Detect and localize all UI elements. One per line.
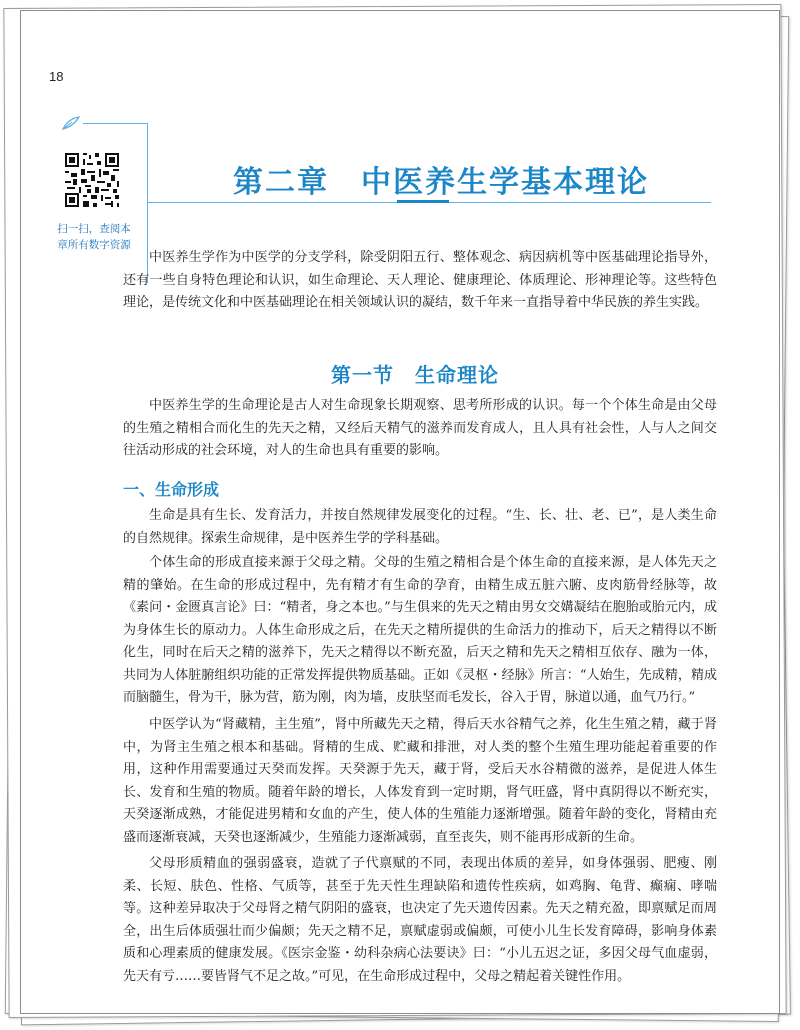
section-intro: 中医养生学的生命理论是古人对生命现象长期观察、思考所形成的认识。每一个个体生命是由父母的生殖之精相合而化生的先天之精，又经后天精气的滋养而发育成人，且人具有社会性，人与人之间交往活动形成的社会环境，对人的生命也具有重要的影响。: [123, 398, 717, 458]
qr-caption: 扫一扫，查阅本章所有数字资源: [57, 223, 131, 251]
body-paragraph: 父母形质精血的强弱盛衰，造就了子代禀赋的不同，表现出体质的差异，如身体强弱、肥瘦、刚柔、长短、肤色、性格、气质等，甚至于先天性生理缺陷和遗传性疾病，如鸡胸、龟背、癫痫、哮喘等。这种差异取决于父母肾之精气阴阳的盛衰，也决定了先天遗传因素。先天之精充盈，即禀赋足而周全，出生后体质强壮而少偏颇；先天之精不足，禀赋虚弱或偏颇，可使小儿生长发育障碍，影响身体素质和心理素质的健康发展。《医宗金鉴・幼科杂病心法要诀》曰：“小儿五迟之证，多因父母气血虚弱，先天有亏……要皆肾气不足之故。”可见，在生命形成过程中，父母之精起着关键性作用。: [123, 856, 717, 984]
body-paragraph: 中医学认为“肾藏精，主生殖”，肾中所藏先天之精，得后天水谷精气之养，化生生殖之精，藏于肾中，为肾主生殖之根本和基础。肾精的生成、贮藏和排泄，对人类的整个生殖生理功能起着重要的作用，这种作用需要通过天癸而发挥。天癸源于先天，藏于肾，受后天水谷精微的滋养，是促进人体生长、发育和生殖的物质。随着年龄的增长，人体发育到一定时期，肾气旺盛，肾中真阴得以不断充实，天癸逐渐成熟，才能促进男精和女血的产生，使人体的生殖能力逐渐增强。随着年龄的变化，肾精由充盛而逐渐衰减，天癸也逐渐减少，生殖能力逐渐减弱，直至丧失，则不能再形成新的生命。: [123, 717, 717, 845]
book-page: [20, 10, 780, 1014]
leaf-icon: [61, 115, 81, 131]
chapter-intro: 中医养生学作为中医学的分支学科，除受阴阳五行、整体观念、病因病机等中医基础理论指导外，还有一些自身特色理论和认识，如生命理论、天人理论、健康理论、体质理论、形神理论等。这些特色理论，是传统文化和中医基础理论在相关领域认识的凝结，数千年来一直指导着中华民族的养生实践。: [123, 250, 717, 310]
chapter-title-rule-accent: [397, 200, 449, 203]
margin-rule: [83, 123, 147, 124]
chapter-title: 第二章 中医养生学基本理论: [233, 165, 649, 200]
section-title: 第一节 生命理论: [331, 363, 499, 387]
qr-code-icon[interactable]: [63, 151, 121, 209]
page-number: 18: [49, 69, 64, 84]
body-paragraph: 生命是具有生长、发育活力，并按自然规律发展变化的过程。“生、长、壮、老、已”，是人类生命的自然规律。探索生命规律，是中医养生学的学科基础。: [123, 508, 717, 546]
body-paragraph: 个体生命的形成直接来源于父母之精。父母的生殖之精相合是个体生命的直接来源，是人体先天之精的肇始。在生命的形成过程中，先有精才有生命的孕育，由精生成五脏六腑、皮肉筋骨经脉等，故《素问・金匮真言论》曰：“精者，身之本也。”与生俱来的先天之精由男女交媾凝结在胞胎或胎元内，成为身体生长的原动力。人体生命形成之后，在先天之精所提供的生命活力的推动下，后天之精得以不断化生，同时在后天之精的滋养下，先天之精得以不断充盈，后天之精和先天之精相互依存、融为一体，共同为人体脏腑组织功能的正常发挥提供物质基础。正如《灵枢・经脉》所言：“人始生，先成精，精成而脑髓生，骨为干，脉为营，筋为刚，肉为墙，皮肤坚而毛发长，谷入于胃，脉道以通，血气乃行。”: [123, 555, 717, 705]
subsection-title: 一、生命形成: [123, 480, 220, 499]
